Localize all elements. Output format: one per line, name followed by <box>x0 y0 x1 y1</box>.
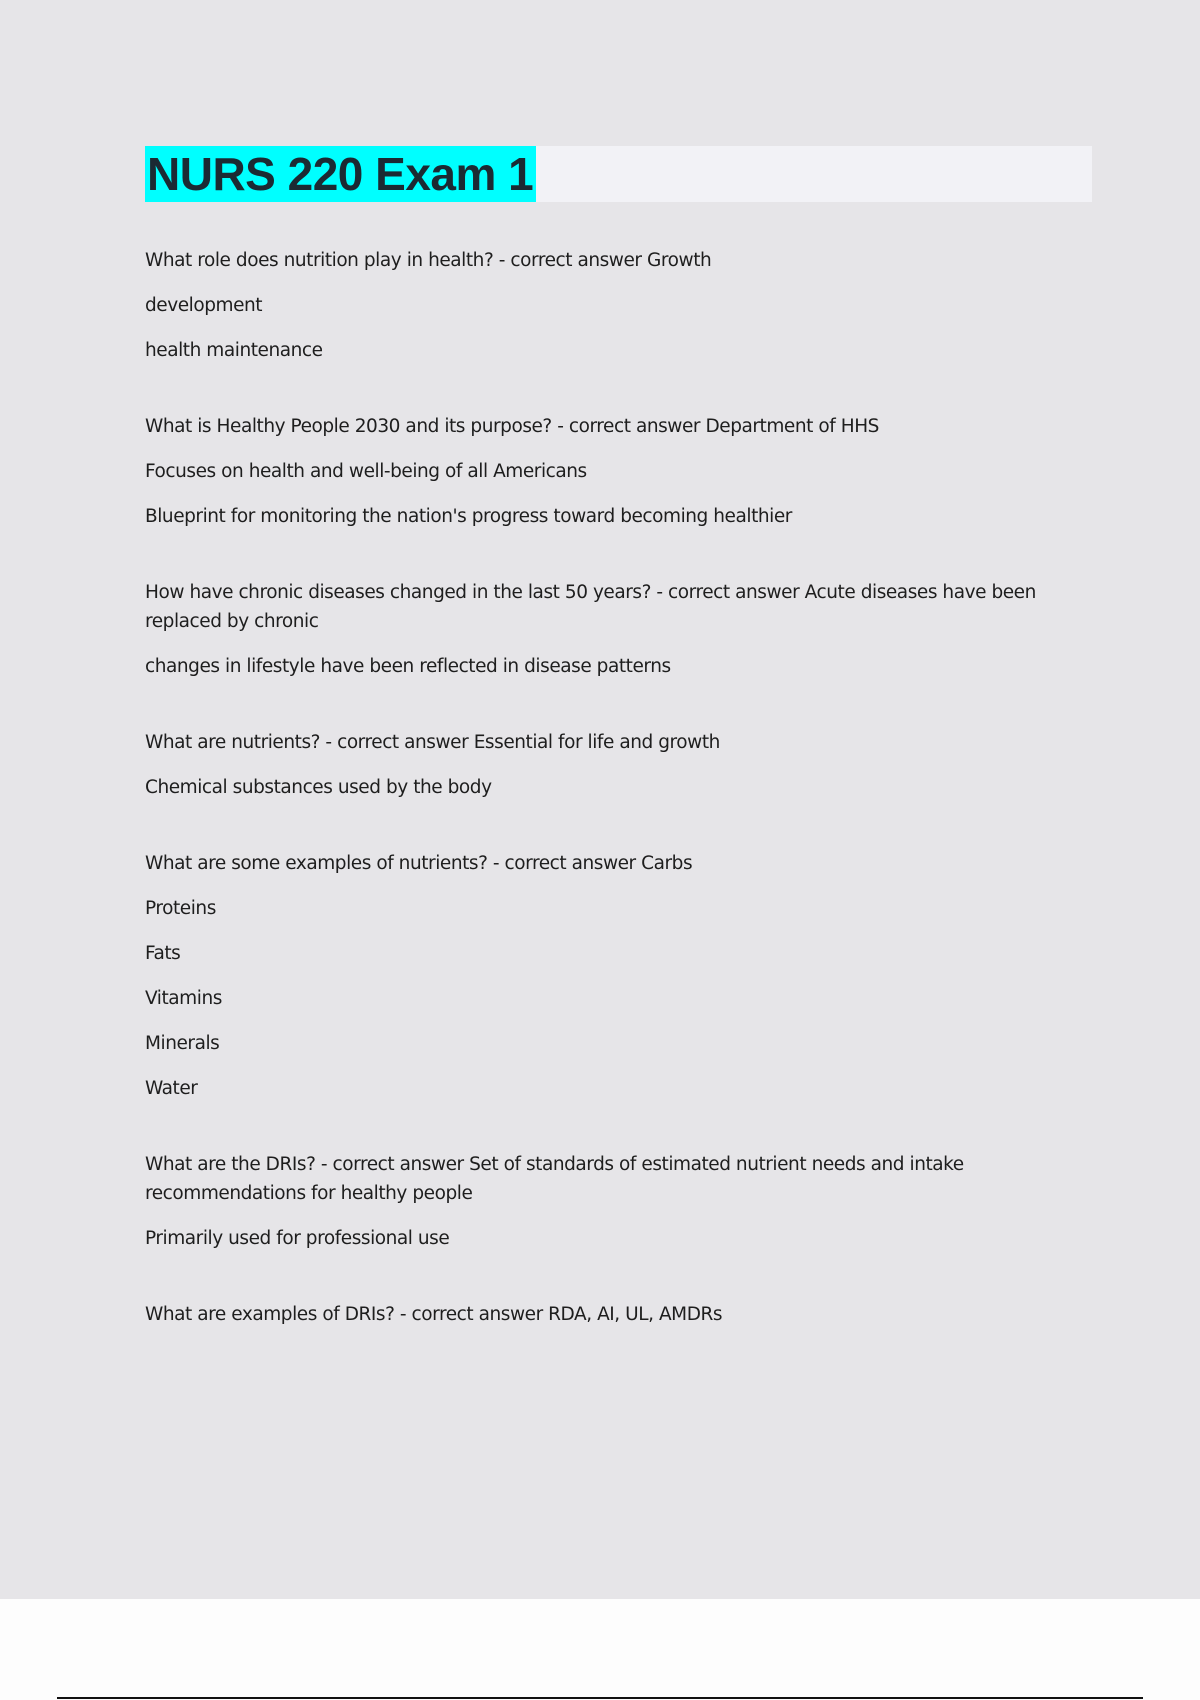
question-text: What are examples of DRIs? - correct answer RDA, AI, UL, AMDRs <box>145 1304 723 1325</box>
qa-item-1 <box>145 246 1065 365</box>
answer-line: Chemical substances used by the body <box>145 777 492 798</box>
answer-line: Minerals <box>145 1033 220 1054</box>
document-body <box>145 246 1065 1376</box>
answer-line: Focuses on health and well-being of all Americans <box>145 461 587 482</box>
document-title: NURS 220 Exam 1 <box>145 146 536 202</box>
question-text: What role does nutrition play in health? - correct answer Growth <box>145 250 712 271</box>
answer-line: Blueprint for monitoring the nation's progress toward becoming healthier <box>145 506 792 527</box>
qa-item-7 <box>145 1300 1065 1329</box>
answer-line: Water <box>145 1078 198 1099</box>
question-text: What are the DRIs? - correct answer Set of standards of estimated nutrient needs and intake recommendations for healthy people <box>145 1154 964 1204</box>
qa-item-2 <box>145 412 1065 531</box>
question-text: What are some examples of nutrients? - correct answer Carbs <box>145 853 693 874</box>
page-footer <box>0 1599 1200 1700</box>
question-text: How have chronic diseases changed in the last 50 years? - correct answer Acute diseases have been replaced by chronic <box>145 582 1036 632</box>
answer-line: Vitamins <box>145 988 222 1009</box>
answer-line: Proteins <box>145 898 216 919</box>
qa-item-4 <box>145 728 1065 802</box>
answer-line: health maintenance <box>145 340 323 361</box>
answer-line: Fats <box>145 943 181 964</box>
answer-line: Primarily used for professional use <box>145 1228 450 1249</box>
footer-divider <box>57 1697 1143 1699</box>
question-text: What are nutrients? - correct answer Essential for life and growth <box>145 732 720 753</box>
qa-item-3 <box>145 578 1065 681</box>
qa-item-6 <box>145 1150 1065 1253</box>
question-text: What is Healthy People 2030 and its purpose? - correct answer Department of HHS <box>145 416 879 437</box>
answer-line: development <box>145 295 263 316</box>
qa-item-5 <box>145 849 1065 1103</box>
answer-line: changes in lifestyle have been reflected in disease patterns <box>145 656 671 677</box>
